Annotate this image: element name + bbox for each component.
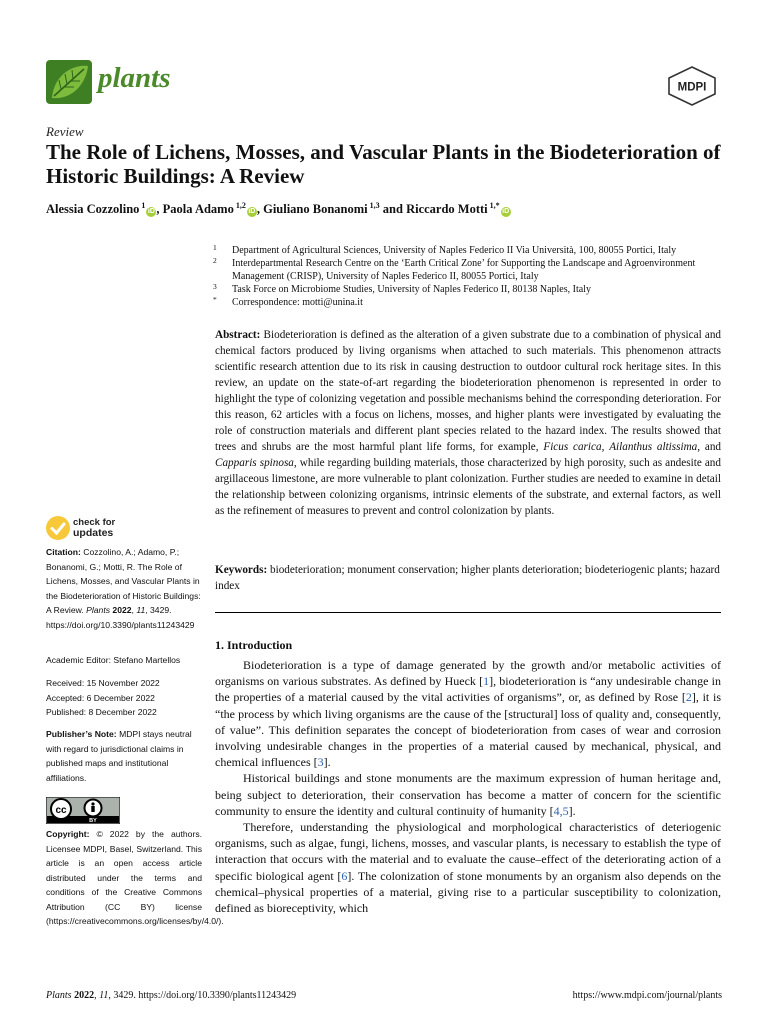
author-affiliation: 1,* (489, 201, 500, 210)
section-heading: 1. Introduction (215, 638, 293, 652)
journal-logo-leaf (46, 60, 92, 104)
species-name: Capparis spinosa (215, 457, 294, 469)
author-affiliation: 1 (141, 201, 146, 210)
reference-link[interactable]: 1 (483, 674, 490, 689)
footer-citation: Plants 2022, 11, 3429. https://doi.org/10.3390/plants11243429 (46, 990, 297, 1001)
species-name: Ailanthus altissima (609, 441, 698, 453)
footer-journal-url[interactable]: https://www.mdpi.com/journal/plants (572, 990, 722, 1001)
publisher-name: MDPI (677, 81, 707, 94)
article-type: Review (46, 124, 84, 139)
publisher-note: Publisher’s Note: MDPI stays neutral with regard to jurisdictional claims in published maps and institutional affiliations. (46, 729, 192, 783)
citation: Citation: Cozzolino, A.; Adamo, P.; Bonanomi, G.; Motti, R. The Role of Lichens, Mosses, and Vascular Plants in the Biodeterioration of Historic Buildings: A Review. Plants 2022, 11, 3429. https://doi.org/10.3390/plants11243429 (46, 547, 201, 630)
svg-text:BY: BY (89, 818, 97, 824)
affiliations (213, 244, 728, 309)
received-date: Received: 15 November 2022 (46, 678, 160, 688)
author-affiliation: 1,2 (235, 201, 246, 210)
article-dates (46, 676, 202, 720)
accepted-date: Accepted: 6 December 2022 (46, 692, 155, 703)
affiliation-item: 2 Interdepartmental Research Centre on the ‘Earth Critical Zone’ for Supporting the Landscape and Agroenvironment Management (CRISP), University of Naples Federico II, 80055 Portici, Italy (213, 256, 696, 282)
abstract-label: Abstract: (215, 329, 261, 341)
article-title: The Role of Lichens, Mosses, and Vascular Plants in the Biodeterioration of Historic Buildings: A Review (46, 140, 721, 188)
author-name[interactable]: Paola Adamo (162, 202, 234, 217)
orcid-icon[interactable]: iD (147, 208, 155, 216)
keywords-label: Keywords: (215, 564, 268, 576)
affiliation-item: 3 Task Force on Microbiome Studies, University of Naples Federico II, 80138 Naples, Italy (213, 282, 591, 295)
correspondence: * Correspondence: motti@unina.it (213, 295, 363, 308)
orcid-icon[interactable]: iD (502, 208, 510, 216)
author-name[interactable]: Alessia Cozzolino (46, 202, 140, 217)
reference-link[interactable]: 2 (685, 690, 692, 705)
publisher-logo (666, 66, 718, 106)
paragraph: Therefore, understanding the physiological and morphological characteristics of deteriogenic organisms, such as algae, fungi, lichens, mosses, and vascular plants, is necessary to establish the type of interaction that occurs with the material and to evaluate the cause–effect of the deteriorating action of a specific biological agent [6]. The colonization of stone monuments by an organism also depends on the chemical–physical properties of a material, giving rise to a particular susceptibility to colonization, defined as bioreceptivity, which (215, 820, 721, 916)
abstract: Abstract: Biodeterioration is defined as the alteration of a given substrate due to a combination of physical and chemical factors produced by living organisms when attached to such materials. This phenomenon attracts scientific research attention due to its risk in causing destruction to outdoor cultural rock heritage sites. In this review, an update on the state-of-art regarding the biodeterioration phenomenon is represented in order to highlight the type of colonizing vegetation and possible mechanisms behind the corresponding deterioration. For this reason, 62 articles with a focus on lichens, mosses, and higher plants were investigated by evaluating the role of construction materials and different plant species related to the hazard index. The results showed that trees and shrubs are the most harmful plant life forms, for example, Ficus carica, Ailanthus altissima, and Capparis spinosa, while regarding building materials, those characterized by high porosity, such as andesite and argillaceous limestone, are more vulnerable to plant colonization. Further studies are needed to examine in detail the relationship between colonizing organisms, intrinsic elements of the substrate, and external factors, as well as the refinement of measures to prevent and control colonization by plants. (215, 329, 722, 517)
reference-link[interactable]: 4,5 (553, 803, 569, 818)
author-affiliation: 1,3 (369, 201, 380, 210)
journal-name: plants (98, 62, 171, 94)
paragraph: Biodeterioration is a type of damage generated by the growth and/or metabolic activities of organisms on various substrates. As defined by Hueck [1], biodeterioration is “any undesirable change in the properties of a material caused by the vital activities of organisms”, or, as defined by Rose [2], it is “the process by which living organisms are the cause of the [structural] loss of quality and, consequently, of value”. This definition separates the concept of biodeterioration from cases of wear and corrosion involving undesirable changes in the properties of a material caused by mechanical, physical, and chemical influences [3]. (215, 658, 722, 770)
intro-body (215, 657, 721, 916)
reference-link[interactable]: 3 (317, 755, 324, 770)
author-name[interactable]: Giuliano Bonanomi (263, 202, 368, 217)
cc-by-license-icon[interactable] (46, 797, 120, 824)
author-list: Alessia Cozzolino $^1$iD , Paola Adamo $^{1,2}$iD , Giuliano Bonanomi $^{1,3}$ and Riccardo Motti $^{1,*}$iD (46, 201, 510, 217)
check-icon (46, 516, 70, 540)
copyright: Copyright: © 2022 by the authors. Licensee MDPI, Basel, Switzerland. This article is an open access article distributed under the terms and conditions of the Creative Commons Attribution (CC BY) license (https://creativecommons.org/licenses/by/4.0/). (46, 829, 224, 926)
check-for-updates-button[interactable]: check for updates (46, 515, 136, 545)
orcid-icon[interactable]: iD (248, 208, 256, 216)
affiliation-item: 1 Department of Agricultural Sciences, University of Naples Federico II Via Università, 100, 80055 Portici, Italy (213, 243, 677, 256)
svg-text:cc: cc (55, 805, 67, 816)
published-date: Published: 8 December 2022 (46, 707, 157, 717)
academic-editor: Academic Editor: Stefano Martellos (46, 655, 181, 665)
author-name[interactable]: Riccardo Motti (406, 202, 488, 217)
species-name: Ficus carica (543, 441, 602, 453)
reference-link[interactable]: 6 (341, 868, 348, 883)
divider (215, 612, 721, 613)
paragraph: Historical buildings and stone monuments are the maximum expression of human heritage and, being subject to deterioration, their conservation has become a matter of concern for the scientific community to ensure the identity and cultural continuity of humanity [4,5]. (215, 771, 721, 818)
keywords: Keywords: biodeterioration; monument conservation; higher plants deterioration; biodeteriogenic plants; hazard index (215, 564, 720, 592)
